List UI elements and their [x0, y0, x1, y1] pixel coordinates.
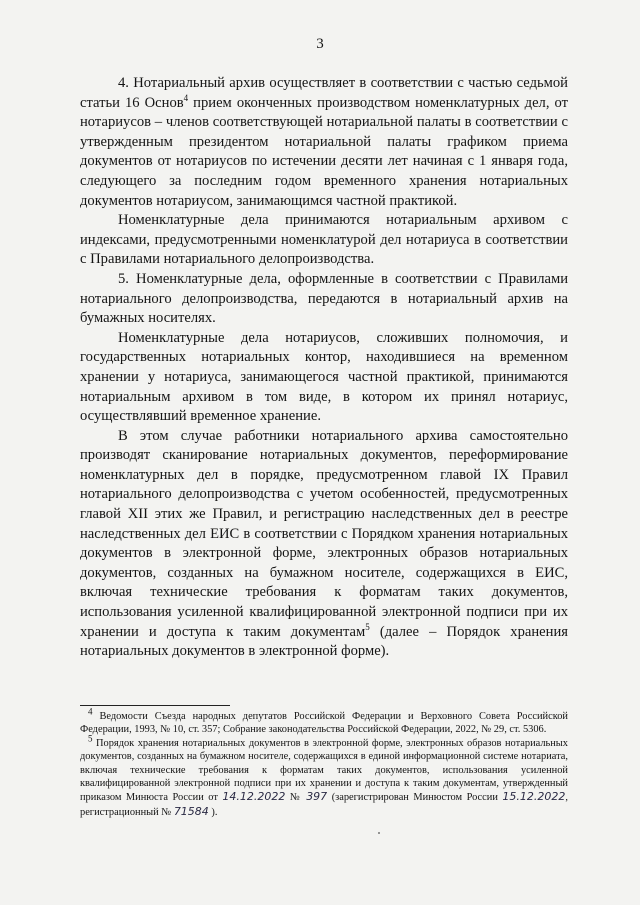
paragraph-4: Номенклатурные дела нотариусов, сложивших полномочия, и государственных нотариальных контор, находившиеся на временном хранении у нотариуса, занимающегося частной практикой, принимаются нотариальным архивом в том виде, в котором их принял нотариус, осуществлявший временное хранение. [80, 329, 568, 425]
handwritten-order-number: 397 [306, 790, 328, 804]
page-number: 3 [316, 36, 324, 52]
footnote-separator [80, 705, 230, 706]
handwritten-registration-number: 71584 [173, 804, 209, 818]
handwritten-order-date: 14.12.2022 [222, 790, 286, 804]
handwritten-registration-date: 15.12.2022 [502, 790, 566, 804]
paragraph-3: 5. Номенклатурные дела, оформленные в соответствии с Правилами нотариального делопроизводства, передаются в нотариальный архив на бумажных носителях. [80, 270, 568, 327]
paragraph-1: 4. Нотариальный архив осуществляет в соответствии с частью седьмой статьи 16 Основ$^4$ прием оконченных производством номенклатурных дел, от нотариусов – членов соответствующей нотариальной палаты в соответствии с утвержденным президентом нотариальной палаты графиком приема документов от нотариусов по истечении десяти лет начиная с 1 января года, следующего за последним годом временного хранения нотариальных документов нотариусом, занимающимся частной практикой. [80, 75, 568, 209]
footnote-ref-4[interactable]: 4 [183, 92, 189, 103]
footnotes [80, 706, 568, 819]
footnote-4: $^4$ Ведомости Съезда народных депутатов Российской Федерации и Верховного Совета Российской Федерации, 1993, № 10, ст. 357; Собрание законодательства Российской Федерации, 2022, № 29, ст. 5306. [80, 706, 568, 736]
footnote-5: $^5$ Порядок хранения нотариальных документов в электронной форме, электронных образов нотариальных документов, созданных на бумажном носителе, содержащихся в единой информационной системе нотариата, включая технические требования к форматам таких документов, использования усиленной квалифицированной электронной подписи при их хранении и доступа к таким документам, утвержденный приказом Минюста России от 14.12.2022 № 397 (зарегистрирован Минюстом России 15.12.2022, регистрационный № 71584 ). [80, 733, 568, 818]
paragraph-5: В этом случае работники нотариального архива самостоятельно производят сканирование нотариальных документов, переформирование номенклатурных дел в порядке, предусмотренном главой IX Правил нотариального делопроизводства с учетом особенностей, предусмотренных главой XII этих же Правил, и регистрацию наследственных дел в реестре наследственных дел ЕИС в соответствии с Порядком хранения нотариальных документов в электронной форме, электронных образов нотариальных документов, созданных на бумажном носителе, содержащихся в ЕИС, включая технические требования к форматам таких документов, использования усиленной квалифицированной электронной подписи при их хранении и доступа к таким документам$^5$ (далее – Порядок хранения нотариальных документов в электронной форме). [80, 427, 568, 660]
body-text [80, 74, 568, 662]
scan-speck [378, 832, 380, 834]
footnote-ref-5[interactable]: 5 [365, 621, 370, 632]
paragraph-2: Номенклатурные дела принимаются нотариальным архивом с индексами, предусмотренными номенклатурой дел нотариуса в соответствии с Правилами нотариального делопроизводства. [80, 212, 568, 268]
